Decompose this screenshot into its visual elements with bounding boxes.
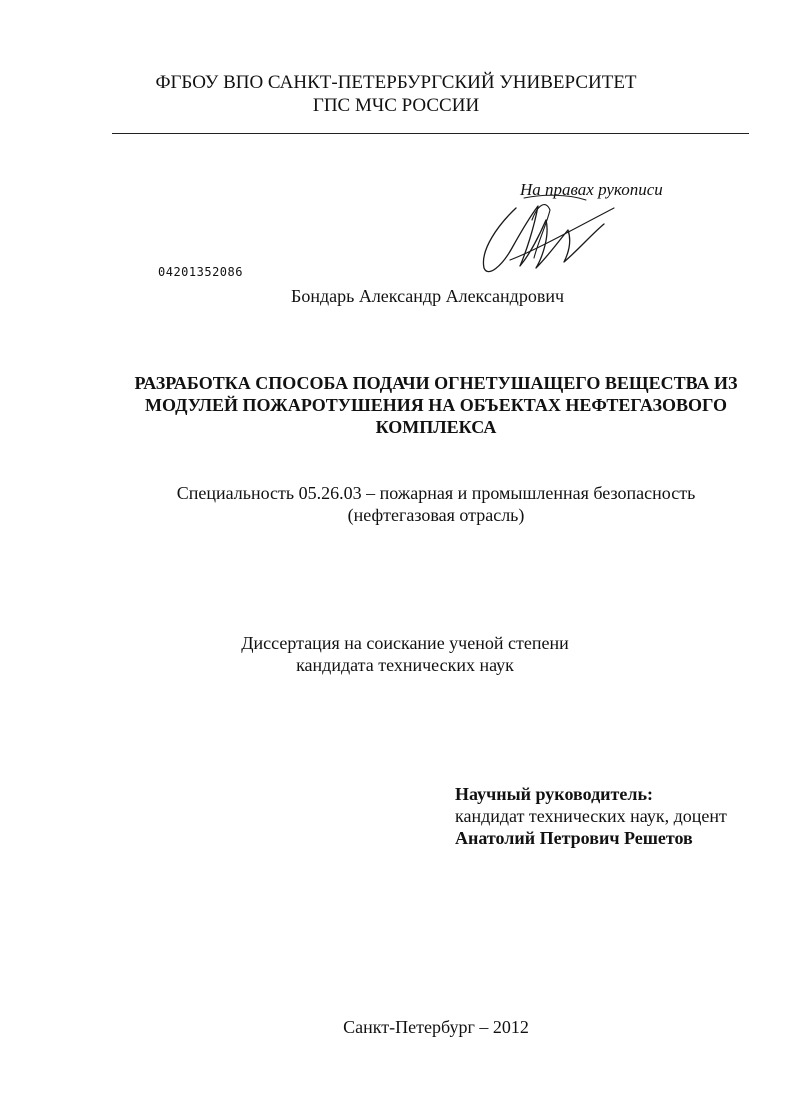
city-year: Санкт-Петербург – 2012 <box>343 1017 529 1037</box>
advisor-heading: Научный руководитель: <box>455 784 653 804</box>
institution-line-1: ФГБОУ ВПО САНКТ-ПЕТЕРБУРГСКИЙ УНИВЕРСИТЕТ <box>155 72 637 93</box>
header-divider <box>112 133 749 134</box>
advisor-name: Анатолий Петрович Решетов <box>455 828 693 848</box>
archive-stamp-number: 04201352086 <box>158 265 243 279</box>
dissertation-title-line-2: МОДУЛЕЙ ПОЖАРОТУШЕНИЯ НА ОБЪЕКТАХ НЕФТЕГАЗОВОГО <box>145 395 727 415</box>
dissertation-title-line-1: РАЗРАБОТКА СПОСОБА ПОДАЧИ ОГНЕТУШАЩЕГО ВЕЩЕСТВА ИЗ <box>134 373 738 393</box>
advisor-block <box>455 783 727 849</box>
author-name: Бондарь Александр Александрович <box>291 286 565 306</box>
degree-statement-line-1: Диссертация на соискание ученой степени <box>241 633 569 653</box>
degree-statement-line-2: кандидата технических наук <box>296 655 514 675</box>
specialty-line-2: (нефтегазовая отрасль) <box>347 505 525 525</box>
institution-line-2: ГПС МЧС РОССИИ <box>312 95 480 116</box>
signature-image <box>476 180 626 280</box>
manuscript-note: На правах рукописи <box>520 180 663 199</box>
specialty-line-1: Специальность 05.26.03 – пожарная и промышленная безопасность <box>176 483 696 503</box>
dissertation-title-line-3: КОМПЛЕКСА <box>375 417 497 437</box>
advisor-degree: кандидат технических наук, доцент <box>455 806 727 826</box>
